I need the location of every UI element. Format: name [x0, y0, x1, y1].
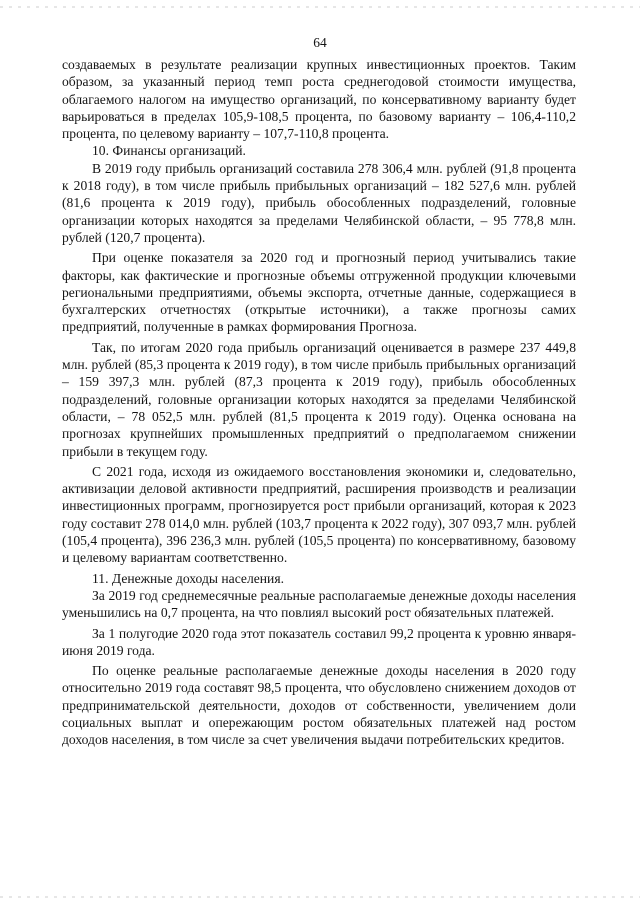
section-heading-income: 11. Денежные доходы населения. — [92, 570, 284, 586]
section-heading-finances: 10. Финансы организаций. — [92, 143, 246, 159]
paragraph-income-h1-2020: За 1 полугодие 2020 года этот показатель составил 99,2 процента к уровню января-июня 2019 года. — [62, 625, 576, 658]
scan-artifact-bottom — [0, 896, 640, 898]
paragraph-estimation-factors: При оценке показателя за 2020 год и прогнозный период учитывались такие факторы, как фактические и прогнозные объемы отгруженной продукции ключевыми региональными предприятиями, объемы экспорта, отчетные данные, содержащиеся в бухгалтерских отчетностях (открытые источники), а также прогнозы самих предприятий, полученные в рамках формирования Прогноза. — [62, 250, 576, 335]
paragraph-continuation: создаваемых в результате реализации крупных инвестиционных проектов. Таким образом, за указанный период темп роста среднегодовой стоимости имущества, облагаемого налогом на имущество организаций, по консервативному варианту будет варьироваться в пределах 105,9-108,5 процента, по базовому варианту – 106,4-110,2 процента, по целевому варианту – 107,7-110,8 процента. — [62, 57, 576, 142]
paragraph-income-estimate-2020: По оценке реальные располагаемые денежные доходы населения в 2020 году относительно 2019 года составят 98,5 процента, что обусловлено снижением доходов от предпринимательской деятельности, доходов от собственности, увеличением доли социальных выплат и опережающим ростом обязательных платежей над ростом доходов населения, в том числе за счет увеличения выдачи потребительских кредитов. — [62, 663, 576, 748]
paragraph-profit-2020: Так, по итогам 2020 года прибыль организаций оценивается в размере 237 449,8 млн. рублей (85,3 процента к 2019 году), в том числе прибыль прибыльных организаций – 159 397,3 млн. рублей (87,3 процента к 2019 году), прибыль обособленных подразделений, головные организации которых находятся за пределами Челябинской области, – 78 052,5 млн. рублей (81,5 процента к 2019 году). Оценка основана на прогнозах крупнейших промышленных предприятий о предполагаемом снижении прибыли в текущем году. — [62, 339, 576, 459]
paragraph-profit-forecast: С 2021 года, исходя из ожидаемого восстановления экономики и, следовательно, активизации деловой активности предприятий, расширения производств и реализации инвестиционных программ, прогнозируется рост прибыли организаций, которая к 2023 году составит 278 014,0 млн. рублей (103,7 процента к 2022 году), 307 093,7 млн. рублей (105,4 процента), 396 236,3 млн. рублей (105,5 процента) по консервативному, базовому и целевому вариантам соответственно. — [62, 463, 576, 566]
scan-artifact-top — [0, 6, 640, 8]
page-number: 64 — [313, 35, 327, 50]
paragraph-income-2019: За 2019 год среднемесячные реальные располагаемые денежные доходы населения уменьшились на 0,7 процента, на что повлиял высокий рост обязательных платежей. — [62, 587, 576, 621]
paragraph-profit-2019: В 2019 году прибыль организаций составила 278 306,4 млн. рублей (91,8 процента к 2018 году), в том числе прибыль прибыльных организаций – 182 527,6 млн. рублей (81,6 процента к 2019 году), прибыль обособленных подразделений, головные организации которых находятся за пределами Челябинской области, – 95 778,8 млн. рублей (120,7 процента). — [62, 160, 576, 245]
document-body — [62, 56, 576, 749]
